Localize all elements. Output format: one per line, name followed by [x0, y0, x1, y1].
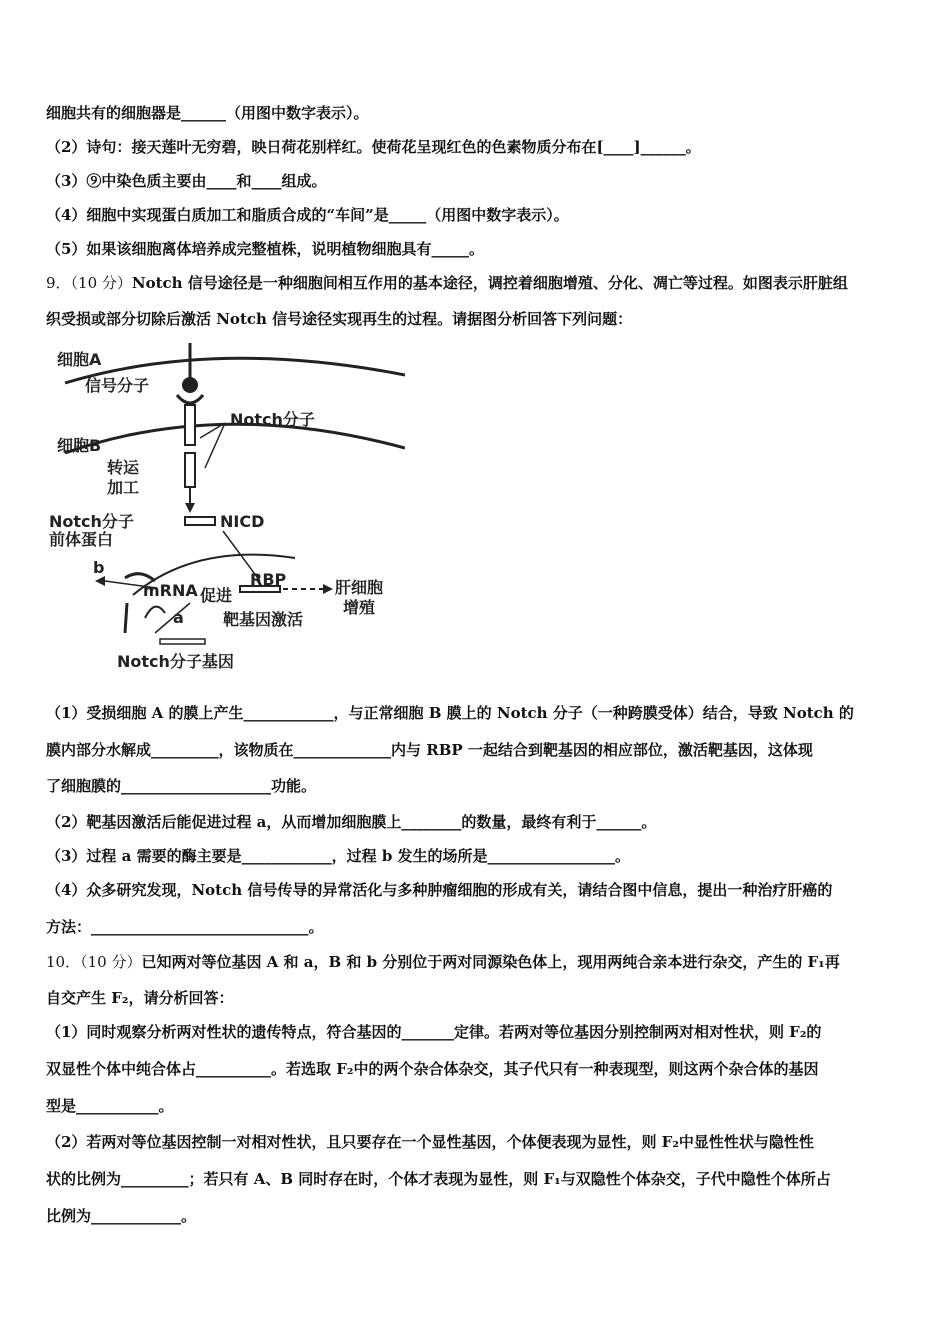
- q9-1-line-2: 膜内部分水解成_________，该物质在_____________内与 RBP 一起结合到靶基因的相应部位，激活靶基因，这体现: [46, 741, 813, 759]
- label-liver-2: 增殖: [343, 598, 376, 617]
- q9-1-line-3: 了细胞膜的____________________功能。: [46, 777, 317, 795]
- q10-number: 10．（10 分）: [46, 953, 142, 971]
- label-cell-a: 细胞A: [57, 350, 102, 369]
- q10-line-2: 自交产生 F₂，请分析回答：: [46, 989, 234, 1007]
- line-2: （2）诗句：接天莲叶无穷碧，映日荷花别样红。使荷花呈现红色的色素物质分布在[____]______。: [46, 138, 701, 156]
- line-3: （3）⑨中染色质主要由____和____组成。: [46, 172, 327, 190]
- label-a: a: [173, 608, 184, 627]
- q9-line-2: 织受损或部分切除后激活 Notch 信号途径实现再生的过程。请据图分析回答下列问题：: [46, 310, 633, 328]
- label-notch: Notch分子: [230, 410, 315, 429]
- q10-2-line-1: （2）若两对等位基因控制一对相对性状，且只要存在一个显性基因，个体便表现为显性，则 F₂中显性性状与隐性性: [46, 1133, 814, 1151]
- label-mrna: mRNA: [143, 581, 198, 600]
- label-precursor-2: 前体蛋白: [49, 530, 114, 549]
- notch-pathway-diagram: [45, 343, 405, 683]
- q9-4-line-1: （4）众多研究发现，Notch 信号传导的异常活化与多种肿瘤细胞的形成有关，请结合图中信息，提出一种治疗肝癌的: [46, 881, 833, 899]
- q9-1-line-1: （1）受损细胞 A 的膜上产生____________，与正常细胞 B 膜上的 Notch 分子（一种跨膜受体）结合，导致 Notch 的: [46, 704, 854, 722]
- label-b: b: [93, 558, 105, 577]
- q9-line-1: 9．（10 分）Notch 信号途径是一种细胞间相互作用的基本途径，调控着细胞增殖、分化、凋亡等过程。如图表示肝脏组: [46, 274, 848, 292]
- q10-1-line-1: （1）同时观察分析两对性状的遗传特点，符合基因的_______定律。若两对等位基因分别控制两对相对性状，则 F₂的: [46, 1023, 822, 1041]
- label-cell-b: 细胞B: [57, 436, 102, 455]
- q9-number: 9．（10 分）: [46, 274, 132, 292]
- q9-2-line: （2）靶基因激活后能促进过程 a，从而增加细胞膜上________的数量，最终有利于______。: [46, 813, 657, 831]
- label-precursor-1: Notch分子: [49, 512, 134, 531]
- label-target: 靶基因激活: [223, 610, 304, 629]
- label-gene: Notch分子基因: [117, 652, 234, 671]
- q10-line-1: 10．（10 分）已知两对等位基因 A 和 a，B 和 b 分别位于两对同源染色体上，现用两纯合亲本进行杂交，产生的 F₁再: [46, 953, 840, 971]
- label-transport-2: 加工: [107, 478, 140, 497]
- line-5: （5）如果该细胞离体培养成完整植株，说明植物细胞具有_____。: [46, 240, 484, 258]
- label-liver-1: 肝细胞: [335, 578, 384, 597]
- line-4: （4）细胞中实现蛋白质加工和脂质合成的“车间”是_____（用图中数字表示）。: [46, 206, 569, 224]
- label-promote: 促进: [200, 586, 233, 605]
- q9-3-line: （3）过程 a 需要的酶主要是____________，过程 b 发生的场所是_________________。: [46, 847, 631, 865]
- label-signal: 信号分子: [85, 376, 150, 395]
- q10-2-line-2: 状的比例为_________；若只有 A、B 同时存在时，个体才表现为显性，则 F₁与双隐性个体杂交，子代中隐性个体所占: [46, 1170, 831, 1188]
- q10-1-line-3: 型是___________。: [46, 1097, 174, 1115]
- label-rbp: RBP: [250, 570, 287, 589]
- q9-4-line-2: 方法：_____________________________。: [46, 918, 324, 936]
- q10-2-line-3: 比例为____________。: [46, 1207, 197, 1225]
- label-transport-1: 转运: [107, 458, 140, 477]
- label-nicd: NICD: [220, 512, 265, 531]
- q10-1-line-2: 双显性个体中纯合体占__________。若选取 F₂中的两个杂合体杂交，其子代只有一种表现型，则这两个杂合体的基因: [46, 1060, 819, 1078]
- line-1: 细胞共有的细胞器是______（用图中数字表示）。: [46, 104, 369, 122]
